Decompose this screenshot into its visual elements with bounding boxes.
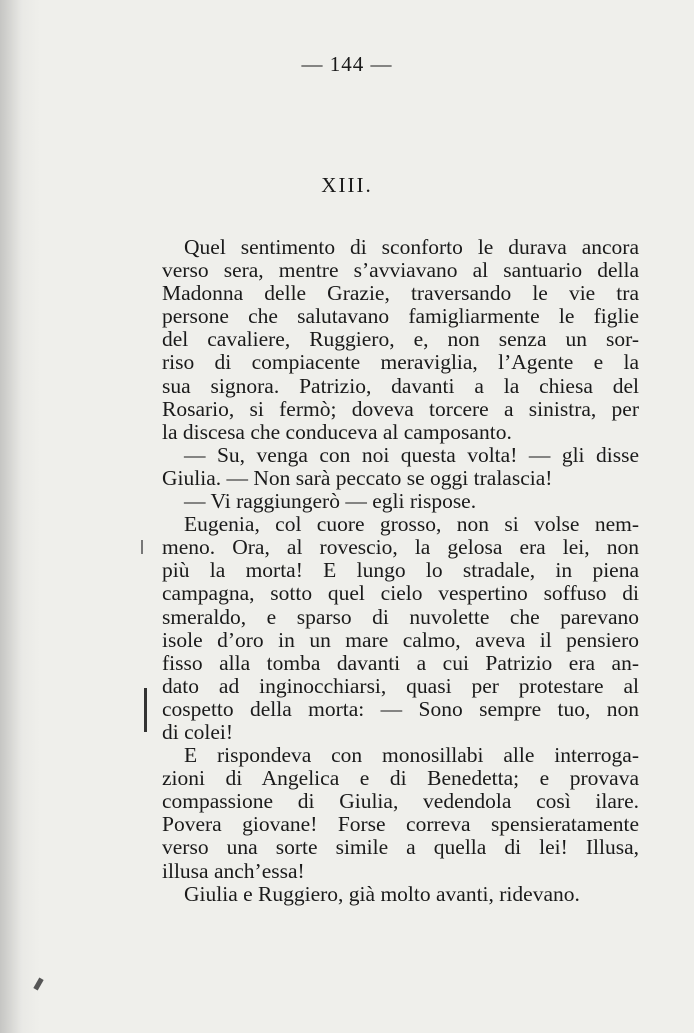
text-line: Giulia e Ruggiero, già molto avanti, ridevano.: [184, 881, 580, 906]
text-line: persone che salutavano famigliarmente le figlie: [162, 304, 639, 329]
text-line: cospetto della morta: — Sono sempre tuo, non: [162, 696, 639, 721]
text-line: verso sera, mentre s’avviavano al santuario della: [162, 258, 639, 283]
text-line: Giulia. — Non sarà peccato se oggi tralascia!: [162, 465, 553, 490]
text-line: più la morta! E lungo lo stradale, in piena: [162, 558, 639, 583]
text-line: zioni di Angelica e di Benedetta; e provava: [162, 766, 639, 791]
text-line: fisso alla tomba davanti a cui Patrizio era an-: [162, 650, 639, 675]
text-line: dato ad inginocchiarsi, quasi per protestare al: [162, 673, 639, 698]
text-line: smeraldo, e sparso di nuvolette che parevano: [162, 604, 639, 629]
text-line: compassione di Giulia, vedendola così ilare.: [162, 789, 639, 814]
text-line: verso una sorte simile a quella di lei! Illusa,: [162, 835, 639, 860]
text-line: E rispondeva con monosillabi alle interroga-: [184, 743, 639, 768]
text-line: meno. Ora, al rovescio, la gelosa era lei, non: [162, 535, 639, 560]
margin-mark: [33, 978, 43, 991]
text-line: sua signora. Patrizio, davanti a la chiesa del: [162, 373, 639, 398]
margin-mark: [141, 540, 143, 554]
text-line: Povera giovane! Forse correva spensieratamente: [162, 812, 639, 837]
chapter-heading: XIII.: [321, 173, 373, 197]
text-line: campagna, sotto quel cielo vespertino soffuso di: [162, 581, 639, 606]
text-line: illusa anch’essa!: [162, 858, 305, 883]
text-line: riso di compiacente meraviglia, l’Agente e la: [162, 350, 639, 375]
body-text: [162, 236, 639, 906]
margin-mark: [144, 688, 147, 732]
text-line: del cavaliere, Ruggiero, e, non senza un sor-: [162, 327, 639, 352]
text-line: Madonna delle Grazie, traversando le vie tra: [162, 281, 639, 306]
text-line: la discesa che conduceva al camposanto.: [162, 419, 512, 444]
text-line: Rosario, si fermò; doveva torcere a sinistra, per: [162, 396, 639, 421]
text-line: Quel sentimento di sconforto le durava ancora: [184, 235, 639, 259]
text-line: di colei!: [162, 719, 234, 744]
text-line: — Su, venga con noi questa volta! — gli disse: [184, 442, 639, 467]
text-line: — Vi raggiungerò — egli rispose.: [184, 489, 477, 514]
text-line: Eugenia, col cuore grosso, non si volse nem-: [184, 512, 639, 537]
text-line: isole d’oro in un mare calmo, aveva il pensiero: [162, 627, 639, 652]
page-number: — 144 —: [301, 52, 393, 76]
